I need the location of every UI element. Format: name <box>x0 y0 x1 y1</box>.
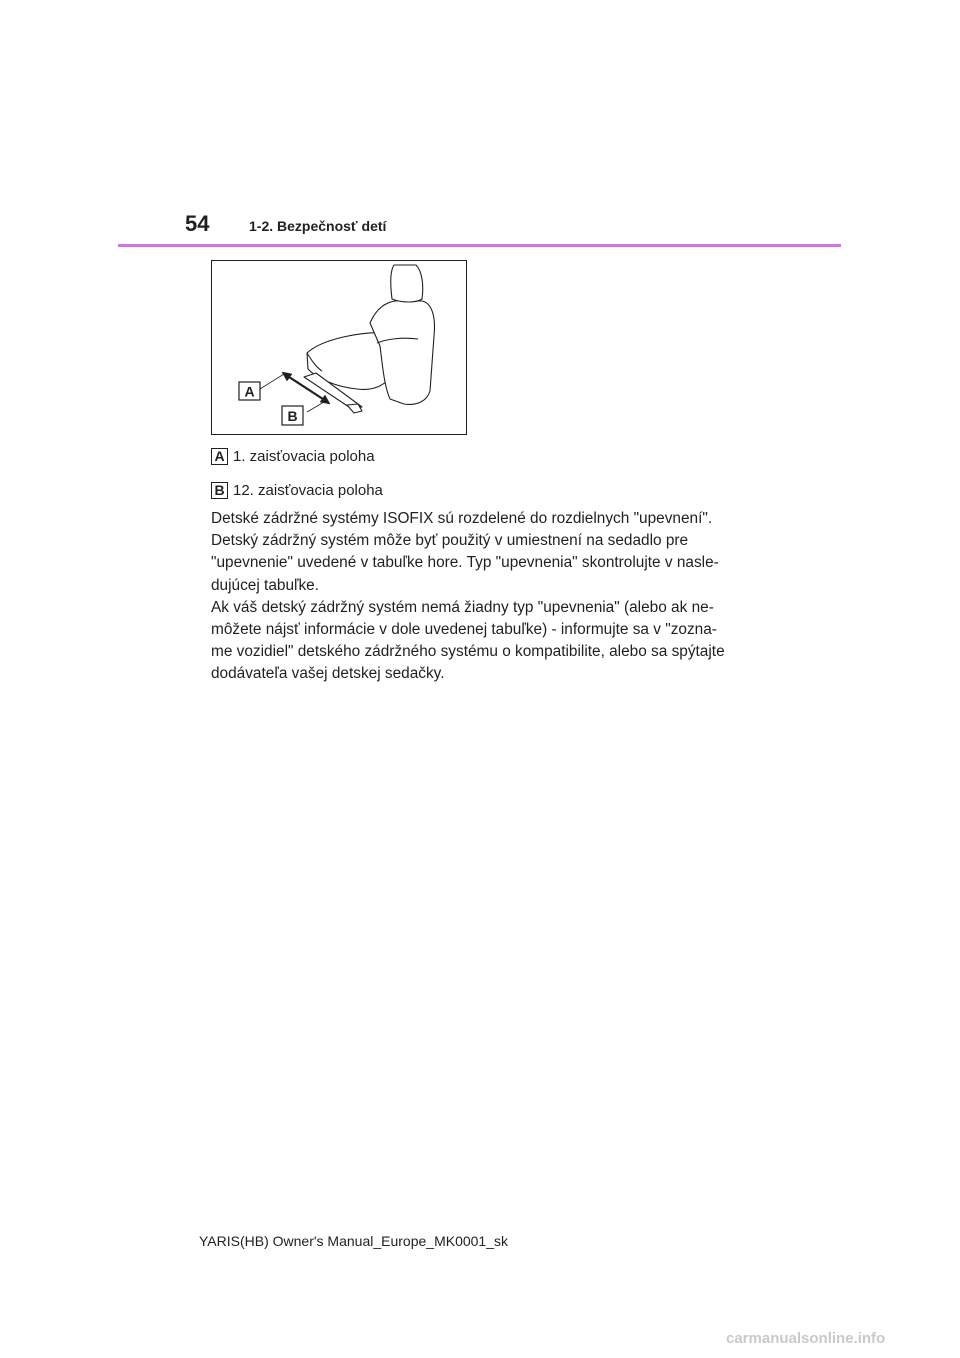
legend-text-a: 1. zaisťovacia poloha <box>233 447 375 465</box>
body-line: dujúcej tabuľke. <box>211 576 320 594</box>
body-line: Ak váš detský zádržný systém nemá žiadny typ "upevnenia" (alebo ak ne- <box>211 598 714 616</box>
seat-illustration <box>211 260 467 435</box>
legend-item-a <box>211 446 375 466</box>
section-title: 1-2. Bezpečnosť detí <box>249 218 387 234</box>
figure-label-b: B <box>287 408 298 424</box>
legend-badge-b: B <box>211 482 228 499</box>
legend-text-b: 12. zaisťovacia poloha <box>233 481 383 499</box>
seat-rail-drawing <box>212 261 466 434</box>
header-rule <box>118 244 841 247</box>
body-line: Detský zádržný systém môže byť použitý v umiestnení na sedadlo pre <box>211 532 689 550</box>
figure-label-a: A <box>244 383 255 400</box>
page-number: 54 <box>185 211 210 236</box>
body-paragraph <box>211 508 751 686</box>
body-line: môžete nájsť informácie v dole uvedenej tabuľke) - informujte sa v "zozna- <box>211 621 717 639</box>
body-line: dodávateľa vašej detskej sedačky. <box>211 665 445 683</box>
watermark: carmanualsonline.info <box>726 1330 886 1347</box>
body-line: Detské zádržné systémy ISOFIX sú rozdelené do rozdielnych "upevnení". <box>211 510 713 527</box>
body-line: me vozidiel" detského zádržného systému o kompatibilite, alebo sa spýtajte <box>211 643 725 661</box>
footer-manual-id: YARIS(HB) Owner's Manual_Europe_MK0001_sk <box>199 1233 508 1249</box>
legend-item-b <box>211 480 383 500</box>
body-line: "upevnenie" uvedené v tabuľke hore. Typ "upevnenia" skontrolujte v nasle- <box>211 554 719 572</box>
legend-badge-a: A <box>211 448 228 465</box>
